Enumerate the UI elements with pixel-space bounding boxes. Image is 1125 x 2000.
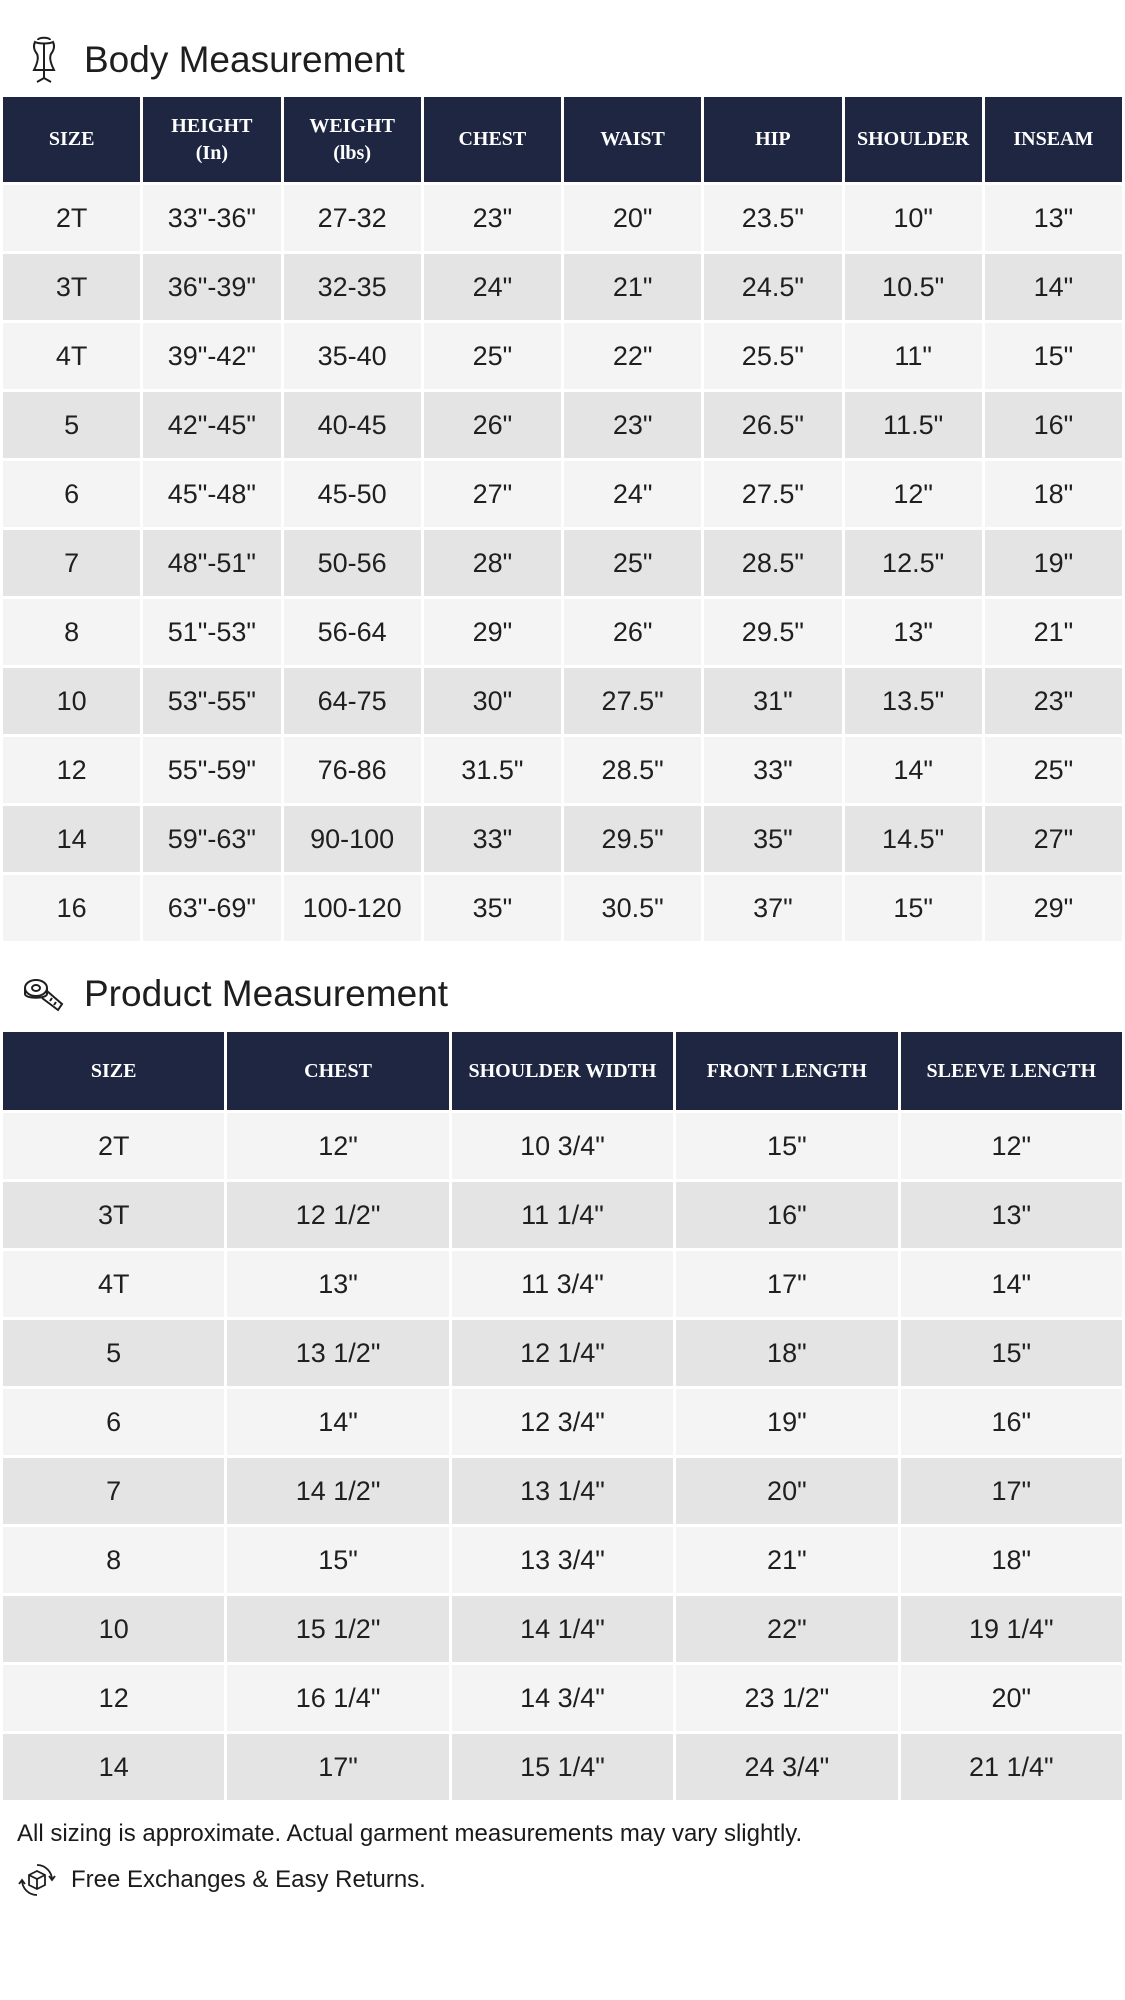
body-cell: 7 xyxy=(3,530,140,596)
product-cell: 5 xyxy=(3,1320,224,1386)
product-cell: 14 3/4" xyxy=(452,1665,673,1731)
body-cell: 13" xyxy=(845,599,982,665)
product-table-row xyxy=(3,1320,1122,1386)
product-cell: 17" xyxy=(676,1251,897,1317)
body-cell: 32-35 xyxy=(284,254,421,320)
product-header-cell: CHEST xyxy=(227,1032,448,1110)
product-cell: 20" xyxy=(676,1458,897,1524)
body-cell: 29" xyxy=(424,599,561,665)
product-cell: 18" xyxy=(901,1527,1122,1593)
body-cell: 27.5" xyxy=(704,461,841,527)
body-measurement-title: Body Measurement xyxy=(84,39,405,80)
body-cell: 19" xyxy=(985,530,1122,596)
product-measurement-table xyxy=(0,1029,1125,1803)
body-cell: 27-32 xyxy=(284,185,421,251)
body-cell: 21" xyxy=(564,254,701,320)
product-table-row xyxy=(3,1527,1122,1593)
product-measurement-heading xyxy=(22,964,448,1024)
product-cell: 16" xyxy=(676,1182,897,1248)
body-cell: 31" xyxy=(704,668,841,734)
body-cell: 26.5" xyxy=(704,392,841,458)
body-header-cell: WEIGHT (lbs) xyxy=(284,97,421,182)
body-cell: 5 xyxy=(3,392,140,458)
body-cell: 14" xyxy=(845,737,982,803)
body-cell: 10" xyxy=(845,185,982,251)
body-cell: 31.5" xyxy=(424,737,561,803)
body-cell: 33" xyxy=(704,737,841,803)
product-cell: 2T xyxy=(3,1113,224,1179)
body-cell: 27.5" xyxy=(564,668,701,734)
body-cell: 23.5" xyxy=(704,185,841,251)
body-cell: 30" xyxy=(424,668,561,734)
body-table-row xyxy=(3,668,1122,734)
body-cell: 14" xyxy=(985,254,1122,320)
body-cell: 28.5" xyxy=(704,530,841,596)
tape-measure-icon xyxy=(22,969,66,1019)
body-cell: 30.5" xyxy=(564,875,701,941)
body-cell: 42"-45" xyxy=(143,392,280,458)
body-cell: 90-100 xyxy=(284,806,421,872)
product-cell: 12" xyxy=(901,1113,1122,1179)
body-cell: 35" xyxy=(424,875,561,941)
product-cell: 16" xyxy=(901,1389,1122,1455)
product-table-row xyxy=(3,1458,1122,1524)
body-cell: 33" xyxy=(424,806,561,872)
product-cell: 3T xyxy=(3,1182,224,1248)
product-cell: 15" xyxy=(901,1320,1122,1386)
body-cell: 3T xyxy=(3,254,140,320)
body-cell: 14 xyxy=(3,806,140,872)
body-table-row xyxy=(3,185,1122,251)
body-cell: 24.5" xyxy=(704,254,841,320)
body-cell: 27" xyxy=(985,806,1122,872)
product-cell: 16 1/4" xyxy=(227,1665,448,1731)
body-cell: 64-75 xyxy=(284,668,421,734)
body-cell: 12" xyxy=(845,461,982,527)
product-header-cell: SIZE xyxy=(3,1032,224,1110)
body-cell: 50-56 xyxy=(284,530,421,596)
product-cell: 8 xyxy=(3,1527,224,1593)
body-cell: 13" xyxy=(985,185,1122,251)
product-cell: 15" xyxy=(676,1113,897,1179)
product-header-cell: SHOULDER WIDTH xyxy=(452,1032,673,1110)
product-cell: 13" xyxy=(227,1251,448,1317)
returns-banner xyxy=(17,1860,426,1900)
body-cell: 18" xyxy=(985,461,1122,527)
product-cell: 24 3/4" xyxy=(676,1734,897,1800)
product-cell: 13 1/4" xyxy=(452,1458,673,1524)
product-cell: 19 1/4" xyxy=(901,1596,1122,1662)
body-cell: 35-40 xyxy=(284,323,421,389)
body-cell: 8 xyxy=(3,599,140,665)
body-cell: 23" xyxy=(424,185,561,251)
body-cell: 15" xyxy=(845,875,982,941)
body-cell: 12.5" xyxy=(845,530,982,596)
product-cell: 21 1/4" xyxy=(901,1734,1122,1800)
body-cell: 24" xyxy=(564,461,701,527)
body-cell: 51"-53" xyxy=(143,599,280,665)
sizing-disclaimer: All sizing is approximate. Actual garment measurements may vary slightly. xyxy=(17,1820,803,1847)
body-cell: 25.5" xyxy=(704,323,841,389)
body-cell: 21" xyxy=(985,599,1122,665)
body-cell: 29" xyxy=(985,875,1122,941)
body-cell: 6 xyxy=(3,461,140,527)
product-cell: 14 xyxy=(3,1734,224,1800)
body-cell: 16 xyxy=(3,875,140,941)
product-cell: 12 3/4" xyxy=(452,1389,673,1455)
body-header-cell: SHOULDER xyxy=(845,97,982,182)
product-table-row xyxy=(3,1182,1122,1248)
product-cell: 15 1/4" xyxy=(452,1734,673,1800)
body-cell: 12 xyxy=(3,737,140,803)
body-table-row xyxy=(3,392,1122,458)
body-table-row xyxy=(3,323,1122,389)
body-cell: 33"-36" xyxy=(143,185,280,251)
body-cell: 11" xyxy=(845,323,982,389)
body-table-row xyxy=(3,806,1122,872)
body-cell: 35" xyxy=(704,806,841,872)
body-cell: 25" xyxy=(985,737,1122,803)
body-cell: 26" xyxy=(424,392,561,458)
body-cell: 45"-48" xyxy=(143,461,280,527)
product-table-row xyxy=(3,1665,1122,1731)
returns-text: Free Exchanges & Easy Returns. xyxy=(71,1866,426,1893)
body-cell: 37" xyxy=(704,875,841,941)
box-exchange-icon xyxy=(17,1860,57,1900)
body-cell: 11.5" xyxy=(845,392,982,458)
body-table-row xyxy=(3,461,1122,527)
product-header-cell: SLEEVE LENGTH xyxy=(901,1032,1122,1110)
body-table-row xyxy=(3,530,1122,596)
body-table-row xyxy=(3,254,1122,320)
body-header-cell: WAIST xyxy=(564,97,701,182)
product-cell: 4T xyxy=(3,1251,224,1317)
body-cell: 20" xyxy=(564,185,701,251)
body-cell: 53"-55" xyxy=(143,668,280,734)
product-cell: 14" xyxy=(227,1389,448,1455)
body-measurement-heading xyxy=(22,30,405,90)
product-table-row xyxy=(3,1596,1122,1662)
body-cell: 25" xyxy=(564,530,701,596)
body-cell: 22" xyxy=(564,323,701,389)
body-header-cell: HIP xyxy=(704,97,841,182)
body-cell: 76-86 xyxy=(284,737,421,803)
body-cell: 16" xyxy=(985,392,1122,458)
product-cell: 20" xyxy=(901,1665,1122,1731)
body-cell: 56-64 xyxy=(284,599,421,665)
body-cell: 40-45 xyxy=(284,392,421,458)
body-cell: 10 xyxy=(3,668,140,734)
product-cell: 11 1/4" xyxy=(452,1182,673,1248)
body-table-row xyxy=(3,875,1122,941)
product-cell: 22" xyxy=(676,1596,897,1662)
body-cell: 13.5" xyxy=(845,668,982,734)
product-cell: 10 xyxy=(3,1596,224,1662)
product-table-header-row xyxy=(3,1032,1122,1110)
body-cell: 26" xyxy=(564,599,701,665)
product-cell: 15 1/2" xyxy=(227,1596,448,1662)
product-cell: 14 1/2" xyxy=(227,1458,448,1524)
product-cell: 12 xyxy=(3,1665,224,1731)
body-cell: 29.5" xyxy=(564,806,701,872)
body-cell: 14.5" xyxy=(845,806,982,872)
body-cell: 48"-51" xyxy=(143,530,280,596)
product-table-row xyxy=(3,1734,1122,1800)
body-cell: 29.5" xyxy=(704,599,841,665)
product-cell: 18" xyxy=(676,1320,897,1386)
dress-form-icon xyxy=(22,35,66,85)
body-cell: 25" xyxy=(424,323,561,389)
body-cell: 10.5" xyxy=(845,254,982,320)
body-header-cell: CHEST xyxy=(424,97,561,182)
product-cell: 12 1/4" xyxy=(452,1320,673,1386)
body-cell: 2T xyxy=(3,185,140,251)
product-cell: 10 3/4" xyxy=(452,1113,673,1179)
product-cell: 14" xyxy=(901,1251,1122,1317)
product-cell: 21" xyxy=(676,1527,897,1593)
body-table-header-row xyxy=(3,97,1122,182)
product-cell: 11 3/4" xyxy=(452,1251,673,1317)
body-cell: 24" xyxy=(424,254,561,320)
product-cell: 23 1/2" xyxy=(676,1665,897,1731)
body-cell: 59"-63" xyxy=(143,806,280,872)
body-cell: 45-50 xyxy=(284,461,421,527)
body-header-cell: SIZE xyxy=(3,97,140,182)
product-cell: 17" xyxy=(227,1734,448,1800)
product-cell: 7 xyxy=(3,1458,224,1524)
product-cell: 17" xyxy=(901,1458,1122,1524)
body-cell: 55"-59" xyxy=(143,737,280,803)
body-cell: 28.5" xyxy=(564,737,701,803)
body-header-cell: INSEAM xyxy=(985,97,1122,182)
body-cell: 27" xyxy=(424,461,561,527)
body-cell: 28" xyxy=(424,530,561,596)
body-cell: 23" xyxy=(985,668,1122,734)
product-cell: 15" xyxy=(227,1527,448,1593)
product-cell: 12 1/2" xyxy=(227,1182,448,1248)
product-header-cell: FRONT LENGTH xyxy=(676,1032,897,1110)
product-measurement-title: Product Measurement xyxy=(84,973,449,1014)
body-cell: 4T xyxy=(3,323,140,389)
body-cell: 100-120 xyxy=(284,875,421,941)
product-cell: 13" xyxy=(901,1182,1122,1248)
product-table-row xyxy=(3,1389,1122,1455)
product-cell: 6 xyxy=(3,1389,224,1455)
product-cell: 13 3/4" xyxy=(452,1527,673,1593)
product-table-row xyxy=(3,1251,1122,1317)
body-cell: 23" xyxy=(564,392,701,458)
body-cell: 36"-39" xyxy=(143,254,280,320)
body-cell: 39"-42" xyxy=(143,323,280,389)
product-cell: 14 1/4" xyxy=(452,1596,673,1662)
product-cell: 19" xyxy=(676,1389,897,1455)
body-measurement-table xyxy=(0,94,1125,944)
body-cell: 63"-69" xyxy=(143,875,280,941)
product-cell: 13 1/2" xyxy=(227,1320,448,1386)
body-header-cell: HEIGHT (In) xyxy=(143,97,280,182)
product-table-row xyxy=(3,1113,1122,1179)
body-table-row xyxy=(3,599,1122,665)
body-table-row xyxy=(3,737,1122,803)
body-cell: 15" xyxy=(985,323,1122,389)
product-cell: 12" xyxy=(227,1113,448,1179)
